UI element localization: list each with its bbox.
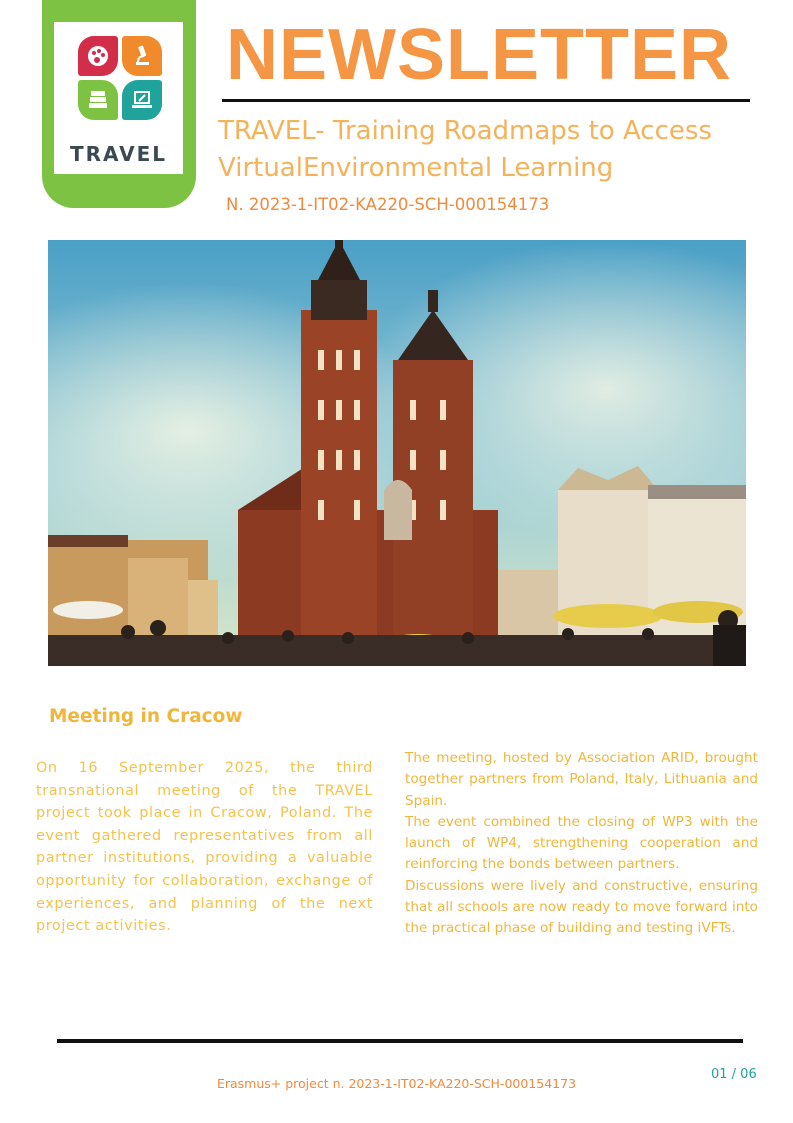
project-logo (42, 0, 196, 208)
article-paragraph: Discussions were lively and constructive, ensuring that all schools are now ready to move forward into the practical phase of building and testing iVFTs. (405, 877, 758, 937)
subtitle-line-2: VirtualEnvironmental Learning (218, 153, 614, 183)
cracow-cathedral-photo (48, 240, 746, 666)
page-indicator: 01 / 06 (711, 1067, 757, 1082)
logo-text: TRAVEL (69, 142, 168, 166)
project-number: N. 2023-1-IT02-KA220-SCH-000154173 (226, 195, 550, 214)
logo-panel (54, 22, 183, 174)
laptop-icon (122, 80, 162, 120)
newsletter-title: NEWSLETTER (226, 15, 732, 95)
article-heading: Meeting in Cracow (49, 706, 243, 727)
books-icon (78, 80, 118, 120)
article-left-column: On 16 September 2025, the third transnational meeting of the TRAVEL project took place in Cracow, Poland. The event gathered representatives from all partner institutions, providing a valuable opportunity for collaboration, exchange of experiences, and planning of the next project activities. (36, 760, 373, 935)
footer-divider (57, 1039, 743, 1043)
footer-text: Erasmus+ project n. 2023-1-IT02-KA220-SCH-000154173 (216, 1076, 577, 1091)
article-paragraph: The event combined the closing of WP3 with the launch of WP4, strengthening cooperation and reinforcing the bonds between partners. (405, 813, 758, 873)
microscope-icon (122, 36, 162, 76)
article-right-column (405, 748, 758, 940)
palette-icon (78, 36, 118, 76)
project-subtitle (218, 113, 778, 187)
subtitle-line-1: TRAVEL- Training Roadmaps to Access (218, 116, 712, 146)
header-divider (222, 99, 750, 102)
article-paragraph: The meeting, hosted by Association ARID, brought together partners from Poland, Italy, Lithuania and Spain. (405, 750, 758, 809)
